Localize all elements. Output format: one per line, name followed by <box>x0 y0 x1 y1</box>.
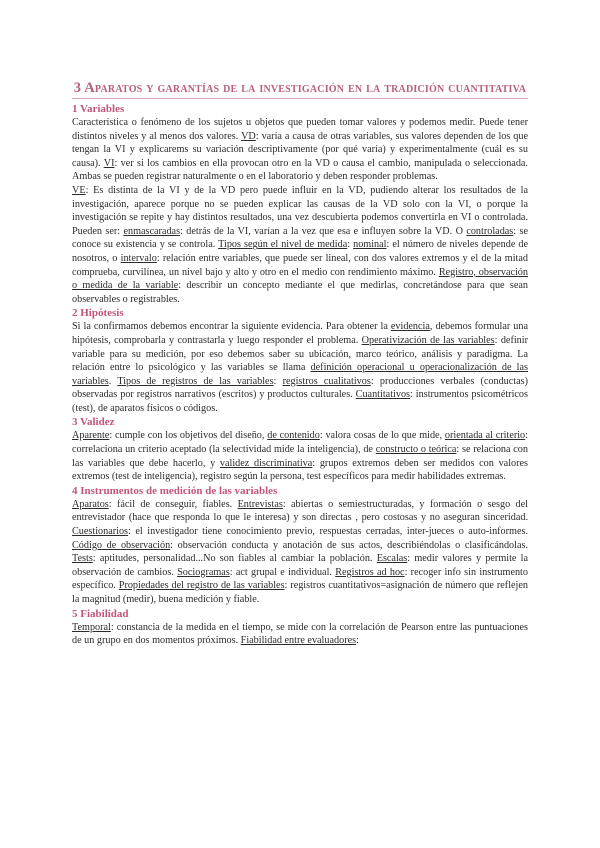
text-run: : ver si los cambios en ella provocan otro en la VD o causa el cambio, manipulada o seleccionada. Ambas se pueden registrar naturalmente o en el laboratorio y deben responder problemas. <box>72 157 528 183</box>
underlined-term: de contenido <box>267 430 320 442</box>
text-run: . <box>108 375 118 387</box>
underlined-term: nominal <box>353 239 387 251</box>
underlined-term: Tests <box>72 553 93 565</box>
text-run: : constancia de la medida en el tiempo, se mide con la correlación de Pearson entre las puntuaciones de un grupo en dos momentos próximos. <box>72 621 528 647</box>
underlined-term: Aparatos <box>72 498 109 510</box>
text-run: : recoger info sin instrumento específico. <box>72 566 528 592</box>
underlined-term: Tipos de registros de las variables <box>117 375 274 387</box>
underlined-term: Entrevistas <box>237 498 283 510</box>
text-run: : fácil de conseguir, fiables. <box>108 498 238 510</box>
document-body <box>72 102 528 648</box>
document-title: 3 Aparatos y garantías de la investigación en la tradición cuantitativa <box>72 80 528 99</box>
underlined-term: constructo o teórica <box>375 444 457 456</box>
text-run: : <box>273 375 283 387</box>
text-run: : valora cosas de lo que mide, <box>319 430 445 442</box>
underlined-term: enmascaradas <box>123 225 181 237</box>
underlined-term: Registros ad hoc <box>335 566 405 578</box>
paragraph <box>72 116 528 184</box>
underlined-term: Temporal <box>72 621 111 633</box>
underlined-term: Propiedades del registro de las variables <box>118 580 285 592</box>
text-run: , debemos formular una hipótesis, comprobarla y contrastarla y luego responder el problema. <box>72 321 528 346</box>
underlined-term: evidencia <box>390 321 430 333</box>
underlined-term: Escalas <box>376 553 408 565</box>
text-run: : producciones verbales (conductas) observadas por registros narrativos (escritos) y productos culturales. <box>72 375 529 401</box>
underlined-term: controladas <box>466 225 514 237</box>
text-run: : instrumentos psicométricos (test), de aparatos físicos o códigos. <box>72 389 528 414</box>
underlined-term: VI <box>103 157 115 169</box>
underlined-term: orientada al criterio <box>444 430 526 442</box>
text-run: : describir un concepto mediante el que medirlas, concretándose para que sean observables o registrables. <box>72 280 529 305</box>
text-run: : definir variable para su medición, por eso debemos saber su ubicación, marco teórico, análisis y paradigma. La relación entre lo psicológico y las variables se llama <box>72 334 528 374</box>
text-run: : se conoce su existencia y se controla. <box>72 225 528 251</box>
text-run: : registros cuantitativos=asignación de número que reflejen la magnitud (medir), buena medición y fiable. <box>72 580 528 605</box>
underlined-term: Cuestionarios <box>72 526 129 538</box>
underlined-term: Registro, observación o medida de la variable <box>72 266 528 292</box>
text-run: Característica o fenómeno de los sujetos u objetos que pueden tomar valores y podemos medir. Puede tener distintos niveles y al menos dos valores. <box>72 117 528 142</box>
underlined-term: validez discriminativa <box>219 457 313 469</box>
underlined-term: VD <box>241 130 256 142</box>
text-run: : detrás de la VI, varían a la vez que esa e influyen sobre la VD. O <box>180 225 467 237</box>
text-run: Si la confirmamos debemos encontrar la siguiente evidencia. Para obtener la <box>72 321 391 333</box>
paragraph <box>72 320 528 415</box>
text-run: : aptitudes, personalidad...No son fiables al cambiar la población. <box>92 553 377 565</box>
underlined-term: registros cualitativos <box>282 375 371 387</box>
underlined-term: Operativización de las variables <box>361 334 495 346</box>
text-run: : relación entre variables, que puede ser lineal, con dos valores extremos y el de la mitad comprueba, curvilínea, un nivel bajo y alto y otro en el medio con rendimiento máximo. <box>72 252 528 278</box>
text-run: : grupos extremos deben ser medidos con valores extremos (test de inteligencia), registro según la persona, test específicos para medir habilidades extremas. <box>72 457 528 483</box>
paragraph <box>72 184 528 306</box>
section-heading: 4 Instrumentos de medición de las variables <box>72 484 278 497</box>
underlined-term: definición operacional u operacionalización de las variables <box>72 362 528 387</box>
underlined-term: Aparente <box>72 430 110 442</box>
section-heading: 1 Variables <box>72 103 125 115</box>
underlined-term: intervalo <box>120 252 157 264</box>
underlined-term: Tipos según el nivel de medida <box>218 239 348 251</box>
text-run: : el investigador tiene conocimiento previo, respuestas cerradas, inter-jueces o auto-informes. <box>128 526 528 538</box>
text-run: : cumple con los objetivos del diseño, <box>109 430 268 442</box>
text-run: : varía a causa de otras variables, sus valores dependen de los que tengan la VI y explicarems su variación descriptivamente (por qué varía) y experimentalmente (cuál es su causa). <box>72 130 528 169</box>
text-run: : <box>356 635 359 647</box>
underlined-term: VE <box>72 184 86 196</box>
paragraph <box>72 498 528 607</box>
paragraph <box>72 429 528 483</box>
underlined-term: Fiabilidad entre evaluadores <box>240 635 357 647</box>
text-run: : correlaciona un criterio aceptado (la selectividad mide la inteligencia), de <box>72 430 528 456</box>
section-heading: 3 Validez <box>72 416 115 429</box>
paragraph <box>72 621 528 648</box>
section-heading: 2 Hipótesis <box>72 307 124 320</box>
underlined-term: Sociogramas <box>177 566 230 578</box>
section-heading: 5 Fiabilidad <box>72 607 129 620</box>
underlined-term: Cuantitativos <box>355 389 411 401</box>
text-run: : observación conducta y anotación de sus actos, describiéndolas o clasificándolas. <box>170 539 528 551</box>
text-run: : el número de niveles depende de nosotros, o <box>72 239 528 264</box>
text-run: : Es distinta de la VI y de la VD pero puede influir en la VD, pudiendo alterar los resultados de la investigación, aparece porque no se pueden explicar las causas de la VD solo con la VI, o porque la investigación se repite y hay distintos resultados, una vez descubierta podemos convertirla en VI o controlada. Pueden ser: <box>72 184 528 237</box>
text-run: : se relaciona con las variables que debe hacerlo, y <box>72 444 528 469</box>
text-run: : <box>347 239 354 251</box>
text-run: : abiertas o semiestructuradas, y formación o sesgo del entrevistador (hace que responda lo que le interesa) y son directas , pero costosas y no aseguran sinceridad. <box>72 498 528 524</box>
text-run: : act grupal e individual. <box>229 566 336 578</box>
underlined-term: Código de observación <box>72 539 171 551</box>
text-run: : medir valores y permite la observación de cambios. <box>72 553 529 578</box>
